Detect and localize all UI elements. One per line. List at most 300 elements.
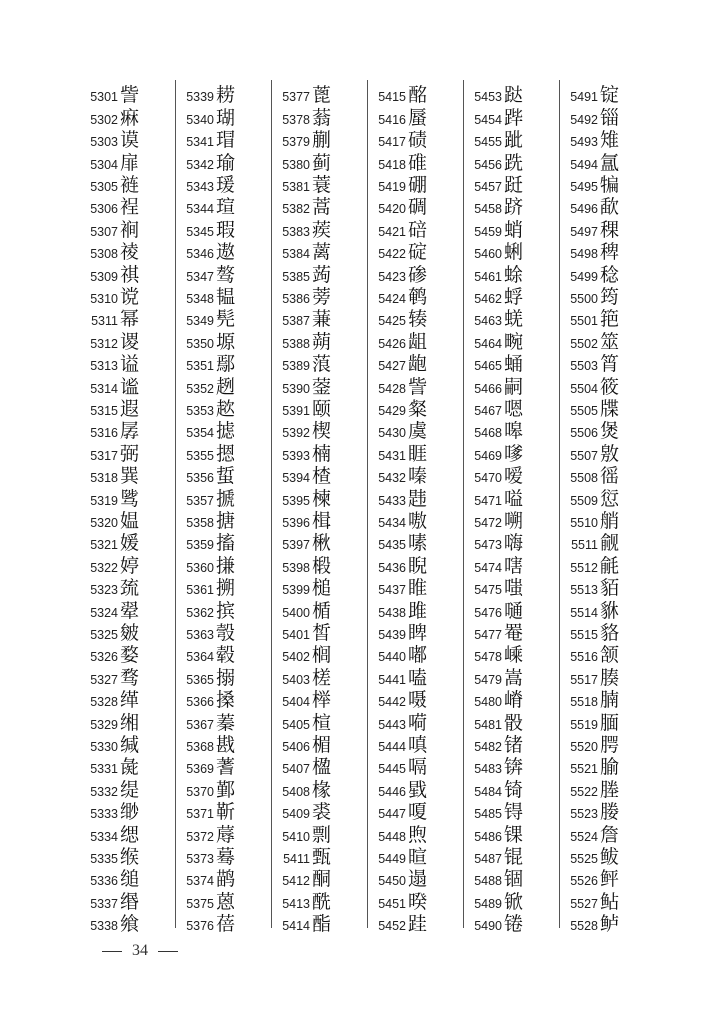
- entry-character: 锱: [600, 106, 620, 129]
- entry-character: 蓠: [312, 241, 332, 264]
- column-1: [82, 84, 177, 936]
- table-row: [562, 286, 662, 308]
- entry-number: 5368: [186, 739, 214, 754]
- entry-number: 5310: [90, 291, 118, 306]
- entry-character: 嗍: [504, 509, 524, 532]
- entry-number: 5468: [474, 426, 502, 441]
- table-row: [274, 330, 374, 352]
- table-row: [370, 151, 470, 173]
- table-row: [370, 644, 470, 666]
- entry-number: 5376: [186, 919, 214, 934]
- entry-character: 腼: [600, 711, 620, 734]
- table-row: [274, 241, 374, 263]
- table-row: [82, 286, 182, 308]
- table-row: [370, 868, 470, 890]
- entry-number: 5339: [186, 90, 214, 105]
- entry-character: 弼: [120, 442, 140, 465]
- table-row: [274, 286, 374, 308]
- table-row: [82, 106, 182, 128]
- entry-number: 5418: [378, 157, 406, 172]
- table-row: [274, 913, 374, 935]
- table-row: [370, 554, 470, 576]
- entry-number: 5365: [186, 672, 214, 687]
- entry-character: 瑗: [216, 173, 236, 196]
- table-row: [82, 174, 182, 196]
- table-row: [274, 308, 374, 330]
- table-row: [82, 577, 182, 599]
- entry-number: 5515: [570, 627, 598, 642]
- entry-number: 5471: [474, 493, 502, 508]
- entry-number: 5451: [378, 896, 406, 911]
- entry-number: 5489: [474, 896, 502, 911]
- entry-character: 鲅: [600, 845, 620, 868]
- entry-character: 锞: [504, 823, 524, 846]
- entry-character: 塍: [600, 778, 620, 801]
- table-row: [466, 174, 566, 196]
- table-row: [274, 420, 374, 442]
- entry-number: 5390: [282, 381, 310, 396]
- entry-number: 5425: [378, 314, 406, 329]
- entry-number: 5488: [474, 874, 502, 889]
- entry-character: 锢: [504, 868, 524, 891]
- entry-number: 5430: [378, 426, 406, 441]
- table-row: [82, 823, 182, 845]
- entry-number: 5342: [186, 157, 214, 172]
- table-row: [370, 84, 470, 106]
- entry-number: 5397: [282, 538, 310, 553]
- entry-character: 搦: [216, 666, 236, 689]
- entry-number: 5448: [378, 829, 406, 844]
- entry-character: 楣: [312, 733, 332, 756]
- entry-character: 搛: [216, 554, 236, 577]
- entry-number: 5360: [186, 560, 214, 575]
- entry-number: 5316: [90, 426, 118, 441]
- table-row: [82, 756, 182, 778]
- entry-number: 5440: [378, 650, 406, 665]
- entry-number: 5312: [90, 336, 118, 351]
- entry-number: 5442: [378, 695, 406, 710]
- table-row: [370, 599, 470, 621]
- entry-character: 锩: [504, 913, 524, 936]
- column-6: [562, 84, 657, 936]
- entry-character: 歃: [600, 196, 620, 219]
- table-row: [370, 778, 470, 800]
- table-row: [562, 756, 662, 778]
- entry-number: 5362: [186, 605, 214, 620]
- entry-character: 槎: [312, 666, 332, 689]
- entry-number: 5453: [474, 90, 502, 105]
- table-row: [274, 666, 374, 688]
- entry-number: 5336: [90, 874, 118, 889]
- entry-character: 睨: [408, 554, 428, 577]
- entry-character: 耢: [216, 84, 236, 107]
- table-row: [466, 218, 566, 240]
- table-row: [466, 801, 566, 823]
- entry-number: 5399: [282, 583, 310, 598]
- table-row: [562, 196, 662, 218]
- entry-number: 5321: [90, 538, 118, 553]
- entry-character: 锗: [504, 733, 524, 756]
- table-row: [370, 577, 470, 599]
- table-row: [466, 599, 566, 621]
- entry-character: 婷: [120, 554, 140, 577]
- entry-number: 5419: [378, 179, 406, 194]
- entry-character: 韪: [408, 487, 428, 510]
- entry-number: 5424: [378, 291, 406, 306]
- entry-character: 跣: [504, 151, 524, 174]
- entry-character: 貉: [600, 621, 620, 644]
- table-row: [82, 308, 182, 330]
- entry-character: 蓐: [216, 823, 236, 846]
- entry-number: 5382: [282, 202, 310, 217]
- table-row: [178, 577, 278, 599]
- entry-number: 5401: [282, 627, 310, 642]
- table-row: [178, 106, 278, 128]
- entry-character: 蓊: [312, 106, 332, 129]
- table-row: [274, 398, 374, 420]
- table-row: [370, 846, 470, 868]
- table-row: [82, 644, 182, 666]
- table-row: [466, 420, 566, 442]
- table-row: [466, 778, 566, 800]
- entry-number: 5485: [474, 807, 502, 822]
- entry-character: 蓖: [312, 84, 332, 107]
- entry-number: 5450: [378, 874, 406, 889]
- entry-number: 5455: [474, 135, 502, 150]
- entry-character: 搪: [216, 509, 236, 532]
- table-row: [466, 330, 566, 352]
- entry-character: 腠: [600, 666, 620, 689]
- entry-character: 蛹: [504, 353, 524, 376]
- entry-character: 畹: [504, 330, 524, 353]
- entry-number: 5378: [282, 112, 310, 127]
- entry-character: 龃: [408, 330, 428, 353]
- entry-character: 瑚: [216, 106, 236, 129]
- entry-number: 5366: [186, 695, 214, 710]
- entry-number: 5303: [90, 135, 118, 150]
- entry-character: 蒺: [312, 218, 332, 241]
- table-row: [82, 510, 182, 532]
- entry-character: 蜇: [216, 465, 236, 488]
- entry-character: 蓑: [312, 173, 332, 196]
- table-row: [274, 532, 374, 554]
- table-row: [178, 465, 278, 487]
- table-row: [562, 801, 662, 823]
- entry-character: 谟: [120, 129, 140, 152]
- table-row: [82, 84, 182, 106]
- entry-number: 5423: [378, 269, 406, 284]
- entry-character: 裘: [312, 801, 332, 824]
- table-row: [370, 890, 470, 912]
- entry-character: 裥: [120, 218, 140, 241]
- table-row: [178, 286, 278, 308]
- entry-number: 5404: [282, 695, 310, 710]
- table-row: [562, 622, 662, 644]
- entry-number: 5413: [282, 896, 310, 911]
- entry-number: 5437: [378, 583, 406, 598]
- entry-character: 戥: [408, 778, 428, 801]
- entry-character: 锨: [504, 890, 524, 913]
- entry-character: 碚: [408, 218, 428, 241]
- entry-number: 5345: [186, 224, 214, 239]
- entry-character: 鄞: [216, 778, 236, 801]
- table-row: [466, 196, 566, 218]
- entry-character: 髡: [216, 308, 236, 331]
- entry-character: 酩: [408, 84, 428, 107]
- entry-character: 虞: [408, 420, 428, 443]
- entry-number: 5436: [378, 560, 406, 575]
- table-row: [274, 554, 374, 576]
- entry-number: 5389: [282, 359, 310, 374]
- table-row: [562, 666, 662, 688]
- entry-number: 5473: [474, 538, 502, 553]
- table-row: [466, 286, 566, 308]
- table-row: [178, 442, 278, 464]
- entry-number: 5350: [186, 336, 214, 351]
- entry-number: 5380: [282, 157, 310, 172]
- entry-number: 5457: [474, 179, 502, 194]
- column-divider: [367, 80, 368, 928]
- entry-number: 5527: [570, 896, 598, 911]
- table-row: [82, 622, 182, 644]
- entry-number: 5428: [378, 381, 406, 396]
- entry-character: 鲈: [600, 913, 620, 936]
- entry-number: 5480: [474, 695, 502, 710]
- entry-number: 5398: [282, 560, 310, 575]
- entry-character: 骘: [120, 487, 140, 510]
- table-row: [82, 599, 182, 621]
- entry-character: 嗯: [504, 397, 524, 420]
- entry-character: 筠: [600, 285, 620, 308]
- table-row: [370, 689, 470, 711]
- table-row: [562, 174, 662, 196]
- table-row: [274, 151, 374, 173]
- entry-number: 5498: [570, 247, 598, 262]
- table-row: [178, 554, 278, 576]
- entry-character: 鹌: [408, 285, 428, 308]
- entry-number: 5528: [570, 919, 598, 934]
- table-row: [562, 689, 662, 711]
- table-row: [370, 666, 470, 688]
- entry-character: 碛: [408, 129, 428, 152]
- entry-number: 5314: [90, 381, 118, 396]
- entry-number: 5486: [474, 829, 502, 844]
- entry-number: 5318: [90, 471, 118, 486]
- table-row: [562, 890, 662, 912]
- table-row: [562, 84, 662, 106]
- entry-number: 5387: [282, 314, 310, 329]
- entry-character: 蒹: [312, 308, 332, 331]
- entry-character: 榈: [312, 644, 332, 667]
- table-row: [562, 846, 662, 868]
- entry-number: 5521: [570, 762, 598, 777]
- table-row: [178, 398, 278, 420]
- entry-number: 5338: [90, 919, 118, 934]
- entry-number: 5322: [90, 560, 118, 575]
- entry-character: 敫: [600, 442, 620, 465]
- entry-character: 筲: [600, 353, 620, 376]
- entry-number: 5513: [570, 583, 598, 598]
- entry-number: 5469: [474, 448, 502, 463]
- entry-character: 暄: [408, 845, 428, 868]
- entry-character: 嗳: [504, 465, 524, 488]
- entry-number: 5348: [186, 291, 214, 306]
- table-row: [274, 756, 374, 778]
- table-row: [178, 666, 278, 688]
- table-row: [274, 263, 374, 285]
- entry-number: 5381: [282, 179, 310, 194]
- table-row: [178, 868, 278, 890]
- table-row: [82, 263, 182, 285]
- entry-number: 5330: [90, 739, 118, 754]
- table-row: [370, 532, 470, 554]
- table-row: [562, 510, 662, 532]
- entry-character: 筢: [600, 308, 620, 331]
- entry-number: 5327: [90, 672, 118, 687]
- entry-character: 碉: [408, 196, 428, 219]
- entry-character: 嗫: [408, 689, 428, 712]
- entry-character: 煦: [408, 823, 428, 846]
- entry-number: 5420: [378, 202, 406, 217]
- entry-character: 瑜: [216, 151, 236, 174]
- table-row: [562, 330, 662, 352]
- entry-number: 5456: [474, 157, 502, 172]
- entry-number: 5364: [186, 650, 214, 665]
- entry-character: 煲: [600, 420, 620, 443]
- entry-character: 趔: [216, 375, 236, 398]
- table-row: [562, 420, 662, 442]
- entry-character: 蓟: [312, 151, 332, 174]
- table-row: [274, 510, 374, 532]
- entry-character: 嵴: [504, 689, 524, 712]
- entry-number: 5356: [186, 471, 214, 486]
- entry-character: 嗬: [408, 711, 428, 734]
- entry-number: 5408: [282, 784, 310, 799]
- table-row: [466, 734, 566, 756]
- entry-number: 5306: [90, 202, 118, 217]
- entry-number: 5406: [282, 739, 310, 754]
- entry-character: 锜: [504, 778, 524, 801]
- entry-character: 蜍: [504, 263, 524, 286]
- entry-character: 缌: [120, 823, 140, 846]
- table-row: [82, 666, 182, 688]
- table-row: [562, 487, 662, 509]
- table-row: [562, 577, 662, 599]
- entry-number: 5411: [283, 851, 310, 866]
- entry-character: 蓍: [216, 756, 236, 779]
- entry-character: 颔: [600, 644, 620, 667]
- entry-number: 5483: [474, 762, 502, 777]
- table-row: [370, 375, 470, 397]
- table-row: [82, 330, 182, 352]
- entry-number: 5431: [378, 448, 406, 463]
- entry-character: 跻: [504, 196, 524, 219]
- table-row: [466, 756, 566, 778]
- entry-number: 5509: [570, 493, 598, 508]
- entry-number: 5508: [570, 471, 598, 486]
- table-row: [178, 84, 278, 106]
- entry-character: 飨: [120, 913, 140, 936]
- entry-number: 5308: [90, 247, 118, 262]
- table-row: [82, 353, 182, 375]
- entry-character: 嗪: [408, 465, 428, 488]
- table-row: [562, 218, 662, 240]
- entry-character: 稞: [600, 218, 620, 241]
- entry-number: 5517: [570, 672, 598, 687]
- entry-number: 5315: [90, 403, 118, 418]
- entry-number: 5496: [570, 202, 598, 217]
- entry-character: 痳: [120, 106, 140, 129]
- entry-character: 嗔: [408, 733, 428, 756]
- entry-character: 筮: [600, 330, 620, 353]
- entry-number: 5494: [570, 157, 598, 172]
- table-row: [274, 106, 374, 128]
- entry-character: 鲇: [600, 890, 620, 913]
- table-row: [178, 644, 278, 666]
- entry-character: 艄: [600, 509, 620, 532]
- entry-character: 遢: [408, 868, 428, 891]
- table-row: [562, 151, 662, 173]
- entry-character: 鹋: [216, 868, 236, 891]
- entry-character: 蒿: [312, 196, 332, 219]
- table-row: [562, 868, 662, 890]
- entry-number: 5383: [282, 224, 310, 239]
- entry-number: 5416: [378, 112, 406, 127]
- table-row: [370, 308, 470, 330]
- entry-number: 5426: [378, 336, 406, 351]
- entry-character: 甄: [312, 845, 332, 868]
- entry-number: 5355: [186, 448, 214, 463]
- entry-character: 缃: [120, 711, 140, 734]
- entry-number: 5454: [474, 112, 502, 127]
- table-row: [370, 196, 470, 218]
- entry-character: 蜊: [504, 241, 524, 264]
- table-row: [466, 151, 566, 173]
- entry-number: 5326: [90, 650, 118, 665]
- entry-number: 5427: [378, 359, 406, 374]
- entry-character: 遨: [216, 241, 236, 264]
- entry-character: 媪: [120, 509, 140, 532]
- entry-number: 5429: [378, 403, 406, 418]
- table-row: [178, 846, 278, 868]
- table-row: [466, 375, 566, 397]
- column-divider: [559, 80, 560, 928]
- entry-number: 5510: [570, 515, 598, 530]
- entry-number: 5417: [378, 135, 406, 150]
- entry-number: 5491: [570, 90, 598, 105]
- table-row: [178, 823, 278, 845]
- table-row: [82, 218, 182, 240]
- entry-character: 戡: [216, 733, 236, 756]
- entry-character: 剽: [312, 823, 332, 846]
- table-row: [82, 890, 182, 912]
- table-row: [274, 465, 374, 487]
- entry-character: 辏: [408, 308, 428, 331]
- table-row: [370, 174, 470, 196]
- table-row: [370, 129, 470, 151]
- entry-character: 跸: [504, 106, 524, 129]
- table-row: [562, 554, 662, 576]
- entry-character: 缒: [120, 868, 140, 891]
- table-row: [562, 353, 662, 375]
- table-row: [466, 129, 566, 151]
- entry-number: 5470: [474, 471, 502, 486]
- entry-number: 5349: [186, 314, 214, 329]
- entry-number: 5319: [90, 493, 118, 508]
- entry-number: 5412: [282, 874, 310, 889]
- entry-character: 彘: [120, 756, 140, 779]
- entry-number: 5452: [378, 919, 406, 934]
